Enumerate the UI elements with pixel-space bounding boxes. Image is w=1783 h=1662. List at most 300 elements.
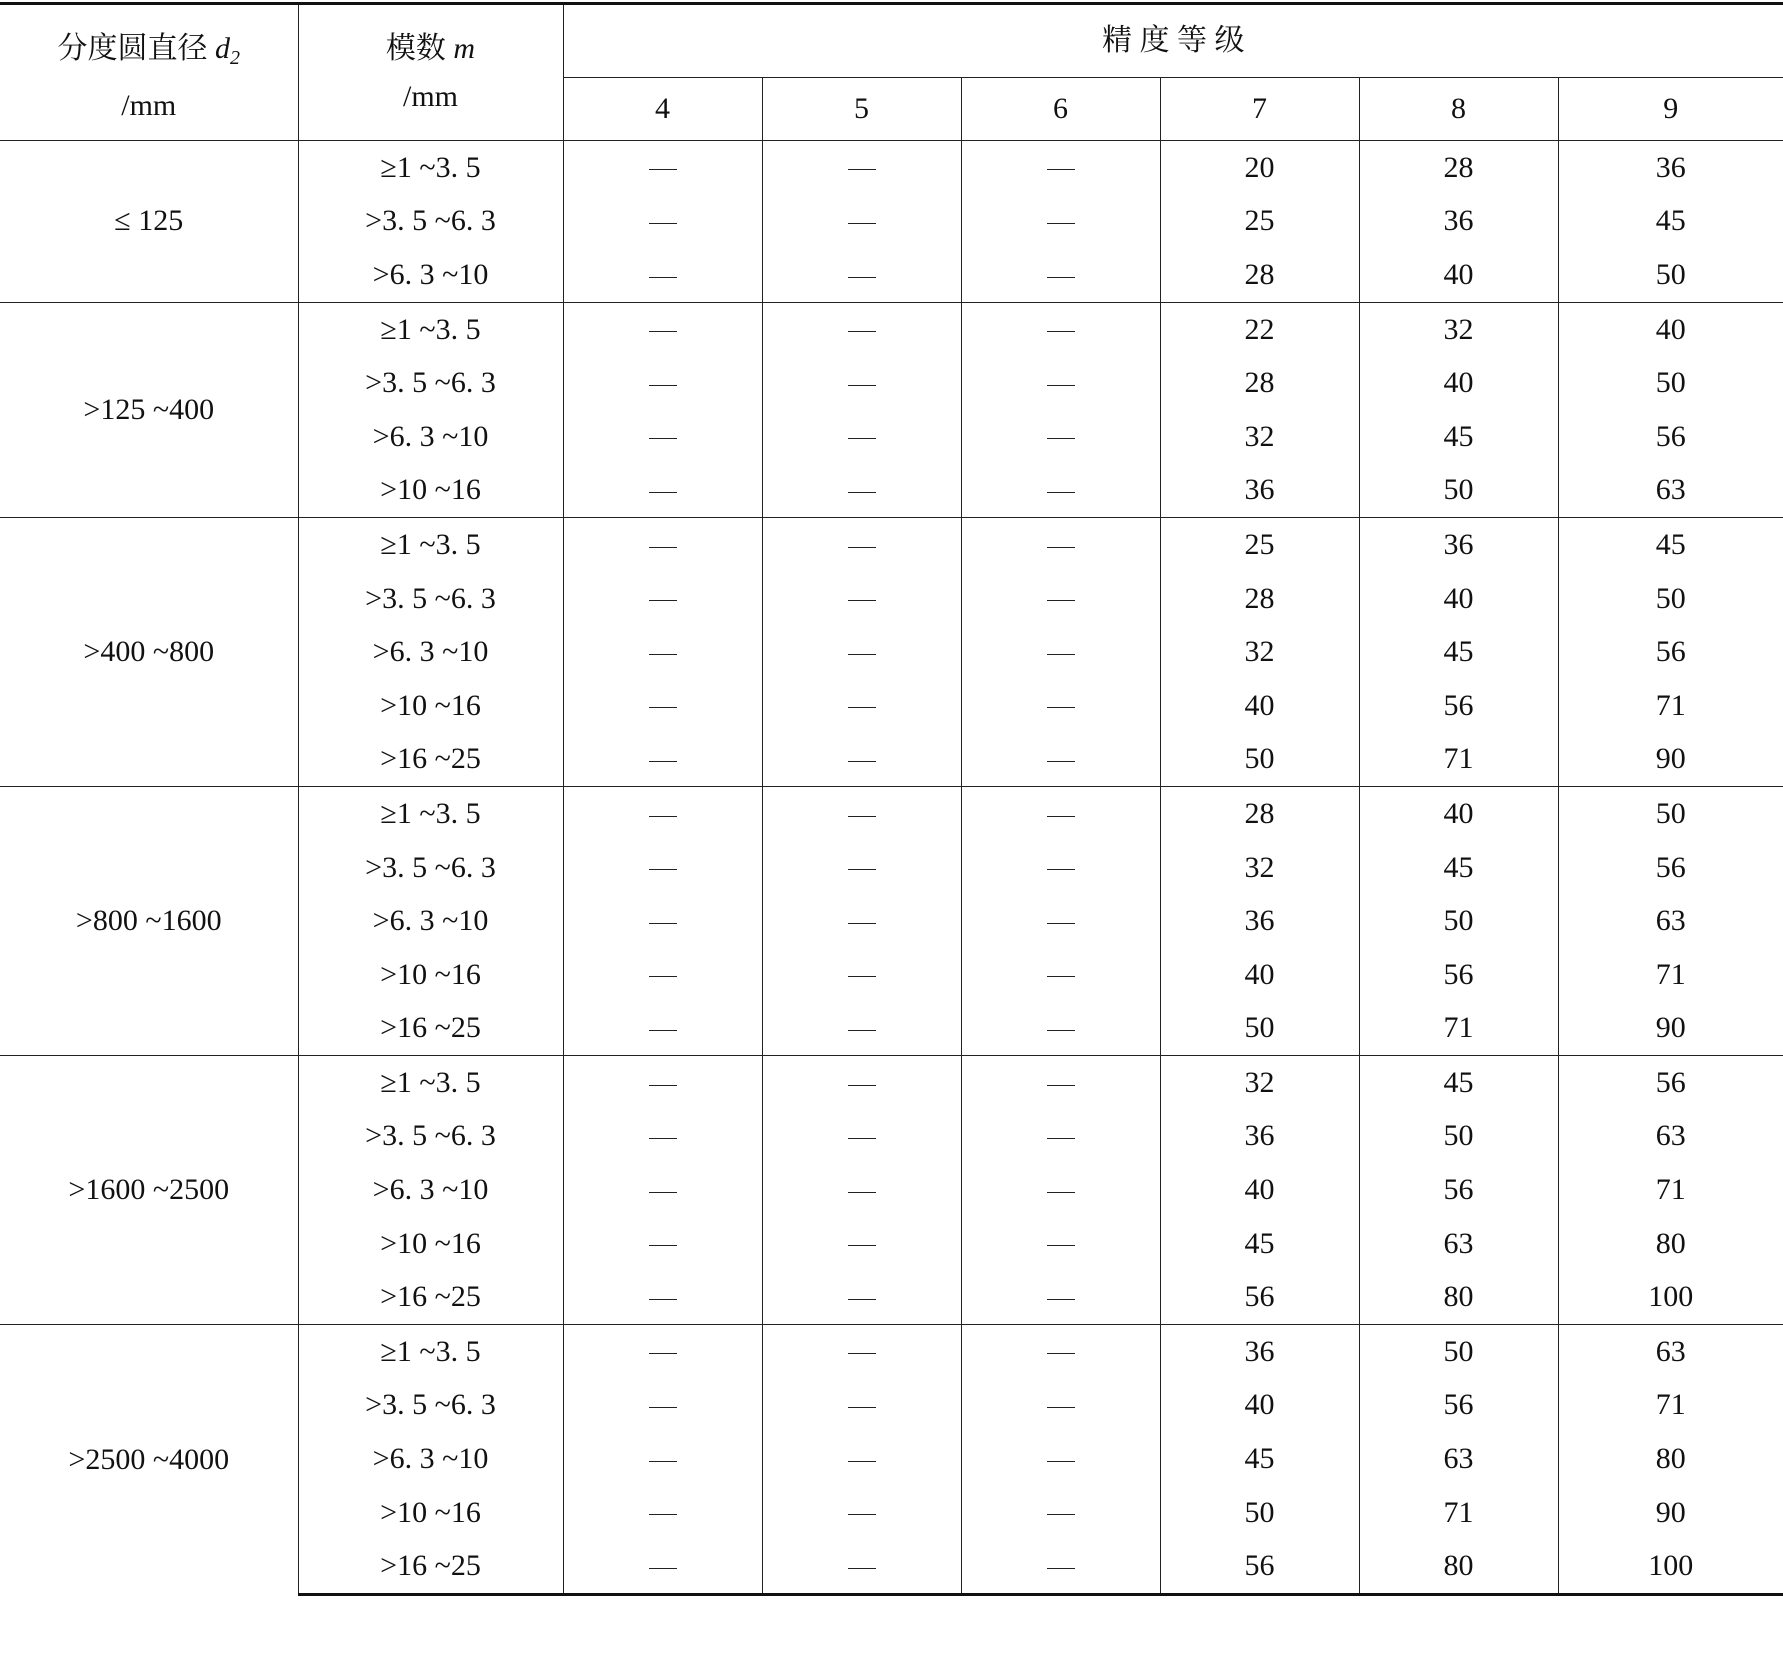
- table-row: [0, 1325, 1783, 1379]
- value-cell-grade-7: 36: [1160, 1110, 1359, 1164]
- dash-mark: [1047, 1085, 1075, 1086]
- value-cell-grade-9: 56: [1558, 410, 1783, 464]
- value-cell-grade-8: 40: [1359, 356, 1558, 410]
- dash-cell: [563, 1486, 762, 1540]
- dash-cell: [961, 410, 1160, 464]
- value-cell-grade-8: 32: [1359, 302, 1558, 356]
- grade-header-4: 4: [563, 78, 762, 141]
- value-cell-grade-8: 71: [1359, 733, 1558, 787]
- dash-mark: [649, 169, 677, 170]
- module-range-cell: >16 ~25: [298, 1270, 563, 1324]
- value-cell-grade-9: 63: [1558, 894, 1783, 948]
- dash-mark: [1047, 816, 1075, 817]
- dash-mark: [1047, 492, 1075, 493]
- module-range-cell: >3. 5 ~6. 3: [298, 1110, 563, 1164]
- table-row: [0, 787, 1783, 841]
- value-cell-grade-8: 50: [1359, 894, 1558, 948]
- dash-cell: [961, 733, 1160, 787]
- dash-cell: [961, 1163, 1160, 1217]
- value-cell-grade-7: 50: [1160, 1486, 1359, 1540]
- dash-mark: [649, 438, 677, 439]
- value-cell-grade-7: 25: [1160, 195, 1359, 249]
- dash-cell: [961, 1379, 1160, 1433]
- dash-cell: [563, 1539, 762, 1594]
- header-diameter-label: 分度圆直径: [57, 32, 208, 65]
- value-cell-grade-8: 45: [1359, 841, 1558, 895]
- value-cell-grade-8: 45: [1359, 410, 1558, 464]
- module-range-cell: >6. 3 ~10: [298, 410, 563, 464]
- dash-mark: [649, 1192, 677, 1193]
- dash-mark: [1047, 1514, 1075, 1515]
- dash-mark: [848, 1514, 876, 1515]
- dash-mark: [848, 438, 876, 439]
- value-cell-grade-9: 45: [1558, 195, 1783, 249]
- value-cell-grade-7: 28: [1160, 787, 1359, 841]
- dash-mark: [649, 1407, 677, 1408]
- dash-cell: [961, 1217, 1160, 1271]
- value-cell-grade-9: 56: [1558, 841, 1783, 895]
- dash-cell: [563, 1163, 762, 1217]
- value-cell-grade-9: 90: [1558, 733, 1783, 787]
- dash-cell: [961, 1432, 1160, 1486]
- module-range-cell: >10 ~16: [298, 464, 563, 518]
- dash-cell: [563, 1325, 762, 1379]
- value-cell-grade-9: 80: [1558, 1217, 1783, 1271]
- dash-mark: [848, 547, 876, 548]
- dash-mark: [848, 1353, 876, 1354]
- dash-cell: [762, 464, 961, 518]
- dash-mark: [848, 1138, 876, 1139]
- dash-mark: [1047, 1192, 1075, 1193]
- value-cell-grade-8: 56: [1359, 679, 1558, 733]
- table-row: [0, 1056, 1783, 1110]
- diameter-range-cell: >1600 ~2500: [0, 1056, 298, 1325]
- value-cell-grade-9: 90: [1558, 1486, 1783, 1540]
- dash-cell: [961, 787, 1160, 841]
- dash-mark: [649, 761, 677, 762]
- value-cell-grade-7: 32: [1160, 841, 1359, 895]
- value-cell-grade-9: 40: [1558, 302, 1783, 356]
- value-cell-grade-7: 56: [1160, 1539, 1359, 1594]
- grade-header-6: 6: [961, 78, 1160, 141]
- value-cell-grade-8: 50: [1359, 464, 1558, 518]
- dash-mark: [649, 1299, 677, 1300]
- value-cell-grade-7: 22: [1160, 302, 1359, 356]
- module-range-cell: >3. 5 ~6. 3: [298, 195, 563, 249]
- dash-cell: [762, 248, 961, 302]
- dash-mark: [1047, 547, 1075, 548]
- value-cell-grade-7: 28: [1160, 572, 1359, 626]
- dash-cell: [961, 1486, 1160, 1540]
- value-cell-grade-8: 45: [1359, 1056, 1558, 1110]
- dash-mark: [848, 976, 876, 977]
- value-cell-grade-9: 45: [1558, 518, 1783, 572]
- dash-mark: [1047, 923, 1075, 924]
- dash-cell: [762, 1002, 961, 1056]
- dash-cell: [961, 464, 1160, 518]
- dash-mark: [1047, 976, 1075, 977]
- module-range-cell: >16 ~25: [298, 1002, 563, 1056]
- dash-cell: [961, 248, 1160, 302]
- dash-mark: [848, 1030, 876, 1031]
- value-cell-grade-9: 71: [1558, 1379, 1783, 1433]
- dash-cell: [563, 787, 762, 841]
- dash-cell: [563, 195, 762, 249]
- header-diameter-unit: /mm: [121, 89, 177, 122]
- value-cell-grade-9: 50: [1558, 248, 1783, 302]
- value-cell-grade-9: 63: [1558, 1110, 1783, 1164]
- dash-mark: [848, 1192, 876, 1193]
- value-cell-grade-8: 28: [1359, 141, 1558, 195]
- module-range-cell: >3. 5 ~6. 3: [298, 841, 563, 895]
- dash-mark: [649, 600, 677, 601]
- dash-mark: [1047, 869, 1075, 870]
- header-diameter: [0, 4, 298, 141]
- module-range-cell: ≥1 ~3. 5: [298, 1325, 563, 1379]
- dash-mark: [1047, 1461, 1075, 1462]
- header-module-unit: /mm: [402, 80, 458, 113]
- table-row: [0, 302, 1783, 356]
- dash-mark: [1047, 331, 1075, 332]
- dash-mark: [848, 331, 876, 332]
- dash-mark: [848, 1299, 876, 1300]
- dash-mark: [848, 600, 876, 601]
- value-cell-grade-8: 40: [1359, 787, 1558, 841]
- dash-cell: [563, 1217, 762, 1271]
- module-range-cell: >10 ~16: [298, 1217, 563, 1271]
- dash-cell: [961, 1325, 1160, 1379]
- value-cell-grade-7: 32: [1160, 625, 1359, 679]
- dash-cell: [762, 787, 961, 841]
- dash-mark: [649, 1353, 677, 1354]
- module-range-cell: ≥1 ~3. 5: [298, 787, 563, 841]
- dash-mark: [649, 923, 677, 924]
- dash-cell: [563, 1432, 762, 1486]
- dash-cell: [762, 141, 961, 195]
- dash-cell: [961, 572, 1160, 626]
- value-cell-grade-7: 20: [1160, 141, 1359, 195]
- module-range-cell: >6. 3 ~10: [298, 1163, 563, 1217]
- dash-cell: [961, 894, 1160, 948]
- dash-cell: [961, 841, 1160, 895]
- dash-cell: [961, 1056, 1160, 1110]
- value-cell-grade-9: 63: [1558, 464, 1783, 518]
- dash-mark: [848, 761, 876, 762]
- value-cell-grade-9: 50: [1558, 356, 1783, 410]
- value-cell-grade-9: 80: [1558, 1432, 1783, 1486]
- value-cell-grade-7: 50: [1160, 1002, 1359, 1056]
- diameter-range-cell: >125 ~400: [0, 302, 298, 517]
- value-cell-grade-8: 80: [1359, 1270, 1558, 1324]
- dash-mark: [848, 1461, 876, 1462]
- value-cell-grade-8: 56: [1359, 1379, 1558, 1433]
- dash-mark: [848, 385, 876, 386]
- dash-mark: [848, 816, 876, 817]
- dash-cell: [961, 518, 1160, 572]
- value-cell-grade-8: 40: [1359, 248, 1558, 302]
- dash-cell: [762, 841, 961, 895]
- value-cell-grade-7: 36: [1160, 894, 1359, 948]
- value-cell-grade-8: 50: [1359, 1110, 1558, 1164]
- dash-cell: [762, 948, 961, 1002]
- dash-cell: [762, 894, 961, 948]
- dash-cell: [961, 1110, 1160, 1164]
- value-cell-grade-7: 40: [1160, 1163, 1359, 1217]
- dash-cell: [961, 948, 1160, 1002]
- dash-cell: [762, 1432, 961, 1486]
- dash-cell: [961, 302, 1160, 356]
- dash-cell: [762, 733, 961, 787]
- value-cell-grade-8: 71: [1359, 1486, 1558, 1540]
- dash-mark: [1047, 654, 1075, 655]
- module-range-cell: >10 ~16: [298, 948, 563, 1002]
- dash-cell: [762, 356, 961, 410]
- dash-mark: [1047, 1299, 1075, 1300]
- dash-mark: [649, 976, 677, 977]
- diameter-range-cell: >400 ~800: [0, 518, 298, 787]
- dash-cell: [563, 410, 762, 464]
- dash-cell: [961, 141, 1160, 195]
- dash-cell: [961, 356, 1160, 410]
- dash-mark: [1047, 1245, 1075, 1246]
- dash-cell: [563, 248, 762, 302]
- value-cell-grade-9: 71: [1558, 679, 1783, 733]
- value-cell-grade-7: 40: [1160, 948, 1359, 1002]
- dash-cell: [961, 625, 1160, 679]
- module-range-cell: >10 ~16: [298, 679, 563, 733]
- dash-mark: [1047, 169, 1075, 170]
- dash-mark: [848, 707, 876, 708]
- dash-cell: [563, 1110, 762, 1164]
- dash-cell: [762, 625, 961, 679]
- dash-mark: [848, 923, 876, 924]
- module-range-cell: >6. 3 ~10: [298, 625, 563, 679]
- value-cell-grade-8: 56: [1359, 1163, 1558, 1217]
- dash-cell: [563, 894, 762, 948]
- dash-cell: [563, 518, 762, 572]
- dash-cell: [762, 572, 961, 626]
- value-cell-grade-9: 71: [1558, 1163, 1783, 1217]
- dash-mark: [848, 492, 876, 493]
- module-range-cell: >16 ~25: [298, 733, 563, 787]
- dash-mark: [848, 223, 876, 224]
- dash-mark: [649, 492, 677, 493]
- dash-cell: [563, 1379, 762, 1433]
- value-cell-grade-7: 40: [1160, 1379, 1359, 1433]
- value-cell-grade-9: 50: [1558, 572, 1783, 626]
- header-diameter-subscript: 2: [230, 47, 240, 69]
- value-cell-grade-7: 32: [1160, 1056, 1359, 1110]
- module-range-cell: ≥1 ~3. 5: [298, 141, 563, 195]
- dash-mark: [649, 547, 677, 548]
- dash-cell: [563, 1056, 762, 1110]
- dash-mark: [848, 869, 876, 870]
- value-cell-grade-7: 45: [1160, 1217, 1359, 1271]
- value-cell-grade-8: 80: [1359, 1539, 1558, 1594]
- module-range-cell: >6. 3 ~10: [298, 894, 563, 948]
- dash-mark: [848, 654, 876, 655]
- value-cell-grade-8: 36: [1359, 195, 1558, 249]
- dash-mark: [848, 1568, 876, 1569]
- value-cell-grade-9: 36: [1558, 141, 1783, 195]
- header-diameter-symbol: d: [215, 32, 230, 65]
- value-cell-grade-9: 63: [1558, 1325, 1783, 1379]
- dash-cell: [563, 1270, 762, 1324]
- dash-cell: [762, 1110, 961, 1164]
- dash-cell: [961, 679, 1160, 733]
- dash-cell: [762, 1163, 961, 1217]
- value-cell-grade-9: 100: [1558, 1270, 1783, 1324]
- dash-mark: [649, 707, 677, 708]
- dash-mark: [649, 223, 677, 224]
- module-range-cell: >3. 5 ~6. 3: [298, 356, 563, 410]
- grade-header-8: 8: [1359, 78, 1558, 141]
- dash-mark: [848, 1407, 876, 1408]
- dash-cell: [563, 733, 762, 787]
- dash-mark: [1047, 1407, 1075, 1408]
- dash-mark: [649, 331, 677, 332]
- grade-header-5: 5: [762, 78, 961, 141]
- module-range-cell: ≥1 ~3. 5: [298, 302, 563, 356]
- diameter-range-cell: >800 ~1600: [0, 787, 298, 1056]
- module-range-cell: >6. 3 ~10: [298, 1432, 563, 1486]
- module-range-cell: >6. 3 ~10: [298, 248, 563, 302]
- dash-cell: [563, 356, 762, 410]
- dash-cell: [762, 1325, 961, 1379]
- value-cell-grade-8: 63: [1359, 1217, 1558, 1271]
- module-range-cell: >16 ~25: [298, 1539, 563, 1594]
- dash-mark: [649, 277, 677, 278]
- value-cell-grade-7: 25: [1160, 518, 1359, 572]
- dash-mark: [848, 1085, 876, 1086]
- dash-mark: [1047, 707, 1075, 708]
- dash-cell: [762, 679, 961, 733]
- value-cell-grade-9: 56: [1558, 1056, 1783, 1110]
- module-range-cell: ≥1 ~3. 5: [298, 518, 563, 572]
- grade-header-7: 7: [1160, 78, 1359, 141]
- module-range-cell: ≥1 ~3. 5: [298, 1056, 563, 1110]
- module-range-cell: >3. 5 ~6. 3: [298, 1379, 563, 1433]
- dash-mark: [848, 1245, 876, 1246]
- value-cell-grade-7: 50: [1160, 733, 1359, 787]
- value-cell-grade-9: 56: [1558, 625, 1783, 679]
- dash-cell: [762, 1379, 961, 1433]
- value-cell-grade-7: 56: [1160, 1270, 1359, 1324]
- table-row: [0, 141, 1783, 195]
- dash-mark: [649, 816, 677, 817]
- table-row: [0, 518, 1783, 572]
- dash-mark: [649, 1138, 677, 1139]
- dash-cell: [563, 841, 762, 895]
- dash-cell: [563, 1002, 762, 1056]
- dash-cell: [762, 410, 961, 464]
- value-cell-grade-7: 32: [1160, 410, 1359, 464]
- dash-cell: [961, 1539, 1160, 1594]
- value-cell-grade-8: 36: [1359, 518, 1558, 572]
- dash-cell: [961, 195, 1160, 249]
- module-range-cell: >3. 5 ~6. 3: [298, 572, 563, 626]
- value-cell-grade-8: 63: [1359, 1432, 1558, 1486]
- dash-mark: [649, 1514, 677, 1515]
- value-cell-grade-8: 45: [1359, 625, 1558, 679]
- dash-mark: [649, 1030, 677, 1031]
- value-cell-grade-7: 36: [1160, 464, 1359, 518]
- dash-cell: [762, 195, 961, 249]
- dash-mark: [1047, 385, 1075, 386]
- dash-cell: [762, 518, 961, 572]
- dash-mark: [649, 1085, 677, 1086]
- value-cell-grade-8: 71: [1359, 1002, 1558, 1056]
- diameter-range-cell: ≤ 125: [0, 141, 298, 303]
- dash-cell: [762, 1539, 961, 1594]
- dash-cell: [762, 1486, 961, 1540]
- tolerance-table: [0, 2, 1783, 1596]
- dash-cell: [563, 141, 762, 195]
- dash-cell: [961, 1270, 1160, 1324]
- dash-cell: [563, 464, 762, 518]
- module-range-cell: >10 ~16: [298, 1486, 563, 1540]
- dash-mark: [1047, 223, 1075, 224]
- header-module-symbol: m: [453, 32, 476, 65]
- header-grade: 精 度 等 级: [563, 4, 1783, 78]
- grade-header-9: 9: [1558, 78, 1783, 141]
- dash-cell: [762, 1217, 961, 1271]
- dash-mark: [649, 869, 677, 870]
- value-cell-grade-7: 40: [1160, 679, 1359, 733]
- dash-cell: [762, 302, 961, 356]
- dash-cell: [762, 1056, 961, 1110]
- dash-cell: [563, 572, 762, 626]
- value-cell-grade-7: 28: [1160, 356, 1359, 410]
- value-cell-grade-7: 28: [1160, 248, 1359, 302]
- dash-mark: [649, 1568, 677, 1569]
- table-body: [0, 141, 1783, 1595]
- dash-mark: [649, 654, 677, 655]
- dash-mark: [649, 1461, 677, 1462]
- dash-cell: [563, 302, 762, 356]
- diameter-range-cell: >2500 ~4000: [0, 1325, 298, 1595]
- value-cell-grade-8: 56: [1359, 948, 1558, 1002]
- dash-cell: [762, 1270, 961, 1324]
- dash-cell: [961, 1002, 1160, 1056]
- dash-mark: [1047, 600, 1075, 601]
- dash-mark: [1047, 1138, 1075, 1139]
- dash-mark: [649, 385, 677, 386]
- value-cell-grade-7: 45: [1160, 1432, 1359, 1486]
- header-module-label: 模数: [385, 32, 446, 65]
- value-cell-grade-9: 71: [1558, 948, 1783, 1002]
- dash-mark: [1047, 1353, 1075, 1354]
- dash-mark: [1047, 438, 1075, 439]
- value-cell-grade-8: 40: [1359, 572, 1558, 626]
- dash-mark: [1047, 761, 1075, 762]
- value-cell-grade-9: 50: [1558, 787, 1783, 841]
- header-row-1: [0, 4, 1783, 78]
- dash-mark: [649, 1245, 677, 1246]
- dash-cell: [563, 948, 762, 1002]
- value-cell-grade-7: 36: [1160, 1325, 1359, 1379]
- dash-cell: [563, 679, 762, 733]
- dash-mark: [848, 277, 876, 278]
- header-module: [298, 4, 563, 141]
- dash-mark: [1047, 1568, 1075, 1569]
- dash-mark: [1047, 277, 1075, 278]
- value-cell-grade-9: 100: [1558, 1539, 1783, 1594]
- dash-cell: [563, 625, 762, 679]
- dash-mark: [848, 169, 876, 170]
- dash-mark: [1047, 1030, 1075, 1031]
- value-cell-grade-8: 50: [1359, 1325, 1558, 1379]
